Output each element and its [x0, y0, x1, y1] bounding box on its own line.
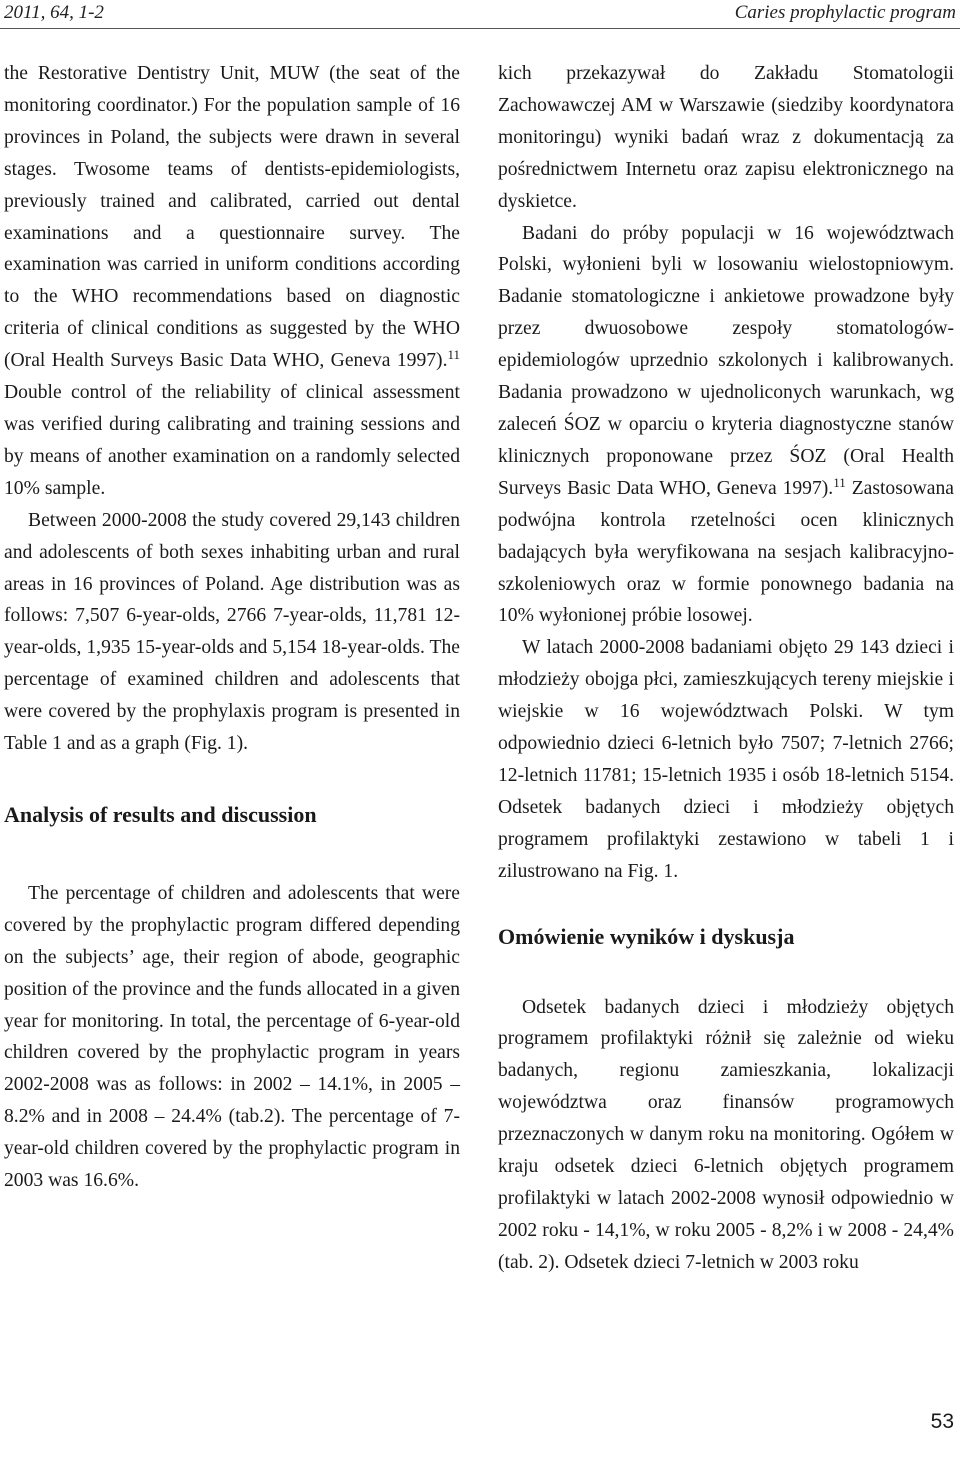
paragraph-study-population: W latach 2000-2008 badaniami objęto 29 143 dzieci i młodzieży obojga płci, zamieszkujących tereny miejskie i wiejskie w 16 województwach Polski. W tym odpowiednio dzieci 6-letnich było 7507; 7-letnich 2766; 12-letnich 11781; 15-letnich 1935 i osób 18-letnich 5154. Odsetek badanych dzieci i młodzieży objętych programem profilaktyki zestawiono w tabeli 1 i zilustrowano na Fig. 1. — [498, 637, 954, 882]
section-heading: Analysis of results and discussion — [4, 801, 317, 827]
journal-volume: 2011, 64, 1-2 — [4, 2, 104, 23]
paragraph-text: Double control of the reliability of clinical assessment was verified during calibrating and training sessions and by means of another examination on a randomly selected 10% sample. — [4, 382, 460, 499]
paragraph-results: The percentage of children and adolescents that were covered by the prophylactic program differed depending on the subjects’ age, their region of abode, geographic position of the province and the funds allocated in a given year for monitoring. In total, the percentage of 6-year-old children covered by the prophylactic program in years 2002-2008 was as follows: in 2002 – 14.1%, in 2005 – 8.2% and in 2008 – 24.4% (tab.2). The percentage of 7-year-old children covered by the prophylactic program in 2003 was 16.6%. — [4, 882, 460, 1192]
paragraph-methods — [498, 218, 954, 633]
paragraph-text: Badani do próby populacji w 16 województwach Polski, wyłonieni byli w losowaniu wielostopniowym. Badanie stomatologiczne i ankietowe prowadzone były przez dwuosobowe zespoły stomatologów-epidemiologów uprzednio szkolonych i kalibrowanych. Badania prowadzono w ujednoliconych warunkach, wg zaleceń ŚOZ w oparciu o kryteria diagnostyczne stanów klinicznych proponowane przez ŚOZ (Oral Health Surveys Basic Data WHO, Geneva 1997). — [498, 222, 954, 499]
page-number: 53 — [930, 1410, 954, 1433]
paragraph-text: Zastosowana podwójna kontrola rzetelności ocen klinicznych badających była weryfikowana na sesjach kalibracyjno-szkoleniowych oraz w formie ponownego badania na 10% wyłonionej próbie losowej. — [498, 477, 954, 627]
running-title: Caries prophylactic program — [734, 2, 956, 23]
paragraph-methods — [4, 58, 460, 505]
paragraph-text: the Restorative Dentistry Unit, MUW (the seat of the monitoring coordinator.) For the population sample of 16 provinces in Poland, the subjects were drawn in several stages. Twosome teams of dentists-epidemiologists, previously trained and calibrated, carried out dental examinations and a questionnaire survey. The examination was carried in uniform conditions according to the WHO recommendations based on diagnostic criteria of clinical conditions as suggested by the WHO (Oral Health Surveys Basic Data WHO, Geneva 1997). — [4, 63, 460, 372]
reference-superscript: 11 — [447, 347, 460, 363]
section-heading: Omówienie wyników i dyskusja — [498, 923, 795, 949]
polish-column — [498, 58, 954, 1279]
running-header — [0, 0, 960, 29]
paragraph-study-population: Between 2000-2008 the study covered 29,143 children and adolescents of both sexes inhabiting urban and rural areas in 16 provinces of Poland. Age distribution was as follows: 7,507 6-year-olds, 2766 7-year-olds, 11,781 12-year-olds, 1,935 15-year-olds and 5,154 18-year-olds. The percentage of examined children and adolescents that were covered by the prophylaxis program is presented in Table 1 and as a graph (Fig. 1). — [4, 509, 460, 755]
english-column — [4, 58, 460, 1197]
paragraph-continuation: kich przekazywał do Zakładu Stomatologii Zachowawczej AM w Warszawie (siedziby koordynatora monitoringu) wyniki badań wraz z dokumentacją za pośrednictwem Internetu oraz zapisu elektronicznego na dyskietce. — [498, 63, 954, 212]
reference-superscript: 11 — [833, 474, 846, 490]
paragraph-results: Odsetek badanych dzieci i młodzieży objętych programem profilaktyki różnił się zależnie od wieku badanych, regionu zamieszkania, lokalizacji województwa oraz finansów programowych przeznaczonych w danym roku na monitoring. Ogółem w kraju odsetek dzieci 6-letnich objętych programem profilaktyki w latach 2002-2008 wynosił odpowiednio w 2002 roku - 14,1%, w roku 2005 - 8,2% i w 2008 - 24,4% (tab. 2). Odsetek dzieci 7-letnich w 2003 roku — [498, 996, 954, 1273]
